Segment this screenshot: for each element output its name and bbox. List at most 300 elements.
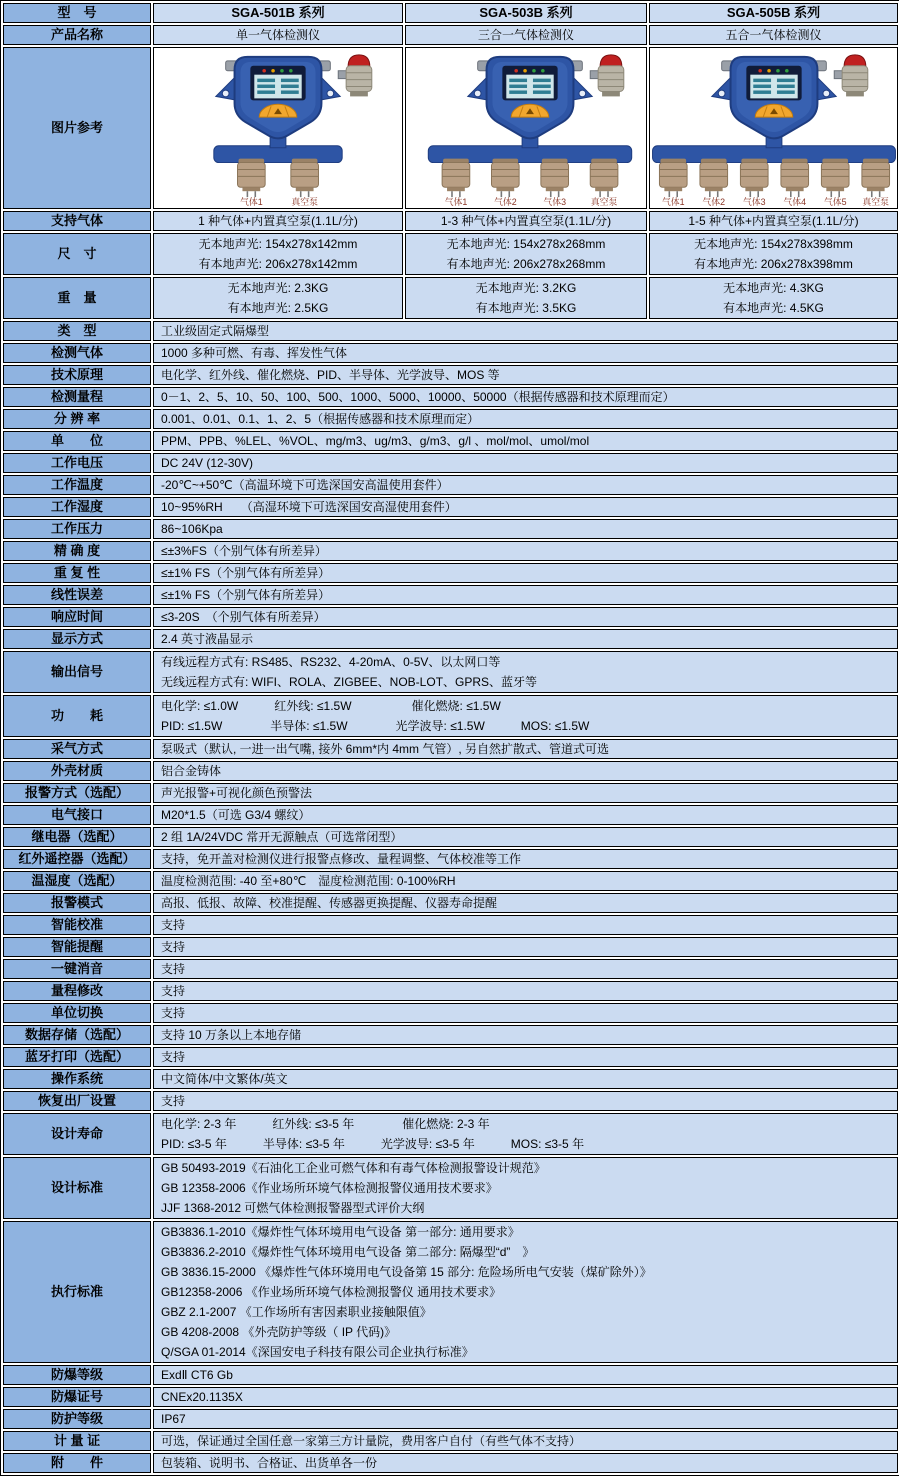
spec-row xyxy=(3,1091,898,1111)
product-name-3 xyxy=(649,25,898,45)
alarm-beacon-icon xyxy=(338,55,372,96)
spec-label-text: 产品名称 xyxy=(50,27,103,42)
model-value-text: 无本地声光: 154x278x268mm xyxy=(446,237,606,251)
sensor-caption: 气体2 xyxy=(702,197,726,207)
spec-row xyxy=(3,871,898,891)
spec-label xyxy=(3,585,151,605)
spec-row xyxy=(3,1387,898,1407)
spec-value-text: 支持 10 万条以上本地存储 xyxy=(161,1028,302,1042)
spec-row xyxy=(3,585,898,605)
sensor-caption: 气体1 xyxy=(444,197,468,207)
spec-row xyxy=(3,475,898,495)
spec-value xyxy=(153,739,898,759)
spec-value xyxy=(153,981,898,1001)
spec-value-text: M20*1.5（可选 G3/4 螺纹） xyxy=(161,808,311,822)
spec-row xyxy=(3,365,898,385)
spec-row xyxy=(3,805,898,825)
spec-label-text: 采气方式 xyxy=(50,741,103,756)
spec-row xyxy=(3,321,898,341)
model-value-text: 有本地声光: 206x278x398mm xyxy=(694,257,853,271)
sensor-caption: 真空泵 xyxy=(291,197,318,207)
spec-row xyxy=(3,915,898,935)
spec-value-text: 泵吸式（默认, 一进一出气嘴, 接外 6mm*内 4mm 气管）, 另自然扩散式、管道式可选 xyxy=(161,742,610,756)
spec-label-text: 型 号 xyxy=(57,5,97,20)
spec-label-text: 重 量 xyxy=(57,290,97,305)
spec-label xyxy=(3,519,151,539)
spec-value-text: PID: ≤3-5 年 半导体: ≤3-5 年 光学波导: ≤3-5 年 MOS: ≤3-5 年 xyxy=(161,1137,585,1151)
spec-label xyxy=(3,497,151,517)
spec-label-text: 重 复 性 xyxy=(53,565,101,580)
spec-label xyxy=(3,893,151,913)
product-name-2 xyxy=(405,25,647,45)
spec-label xyxy=(3,541,151,561)
spec-label-text: 防爆证号 xyxy=(50,1389,103,1404)
sensor-cylinder-icon xyxy=(659,159,687,207)
spec-value xyxy=(153,607,898,627)
spec-value-text: GB 4208-2008 《外壳防护等级（ IP 代码)》 xyxy=(161,1325,397,1339)
detector-body-icon xyxy=(235,57,322,138)
spec-value xyxy=(153,1157,898,1219)
spec-value xyxy=(153,1047,898,1067)
spec-value xyxy=(153,827,898,847)
spec-label xyxy=(3,1431,151,1451)
spec-value xyxy=(153,849,898,869)
model-name-text: SGA-505B 系列 xyxy=(726,5,821,20)
spec-row xyxy=(3,827,898,847)
manifold-bar xyxy=(214,146,342,163)
spec-label-text: 单位切换 xyxy=(50,1005,103,1020)
spec-label xyxy=(3,937,151,957)
alarm-beacon-icon xyxy=(834,55,868,96)
spec-value xyxy=(153,629,898,649)
spec-value-text: 2.4 英寸液晶显示 xyxy=(161,632,254,646)
spec-label-text: 设计标准 xyxy=(50,1180,103,1195)
spec-value xyxy=(153,651,898,693)
spec-value-text: JJF 1368-2012 可燃气体检测报警器型式评价大纲 xyxy=(161,1201,425,1215)
spec-row xyxy=(3,1069,898,1089)
spec-value-text: GBZ 2.1-2007 《工作场所有害因素职业接触限值》 xyxy=(161,1305,432,1319)
spec-label xyxy=(3,1025,151,1045)
spec-label-text: 显示方式 xyxy=(50,631,103,646)
spec-value-text: -20℃~+50℃（高温环境下可选深国安高温使用套件） xyxy=(161,478,449,492)
spec-value xyxy=(153,1003,898,1023)
spec-row xyxy=(3,1453,898,1473)
sensor-caption: 气体3 xyxy=(742,197,766,207)
spec-label-text: 一键消音 xyxy=(50,961,103,976)
sensor-caption: 真空泵 xyxy=(862,197,890,207)
spec-value-text: CNEx20.1135X xyxy=(161,1390,243,1404)
spec-row xyxy=(3,981,898,1001)
spec-value-text: 可选，保证通过全国任意一家第三方计量院，费用客户自付（有些气体不支持） xyxy=(161,1434,582,1448)
spec-value xyxy=(153,1387,898,1407)
model-value-text: 无本地声光: 4.3KG xyxy=(723,281,824,295)
sensor-cylinder-icon xyxy=(862,159,890,207)
gas-detector-illustration xyxy=(406,49,647,207)
model-value-text: 无本地声光: 154x278x142mm xyxy=(198,237,358,251)
spec-value xyxy=(153,409,898,429)
spec-value xyxy=(153,761,898,781)
spec-row xyxy=(3,409,898,429)
spec-label-text: 红外遥控器（选配） xyxy=(18,851,136,866)
spec-value-text: 包装箱、说明书、合格证、出货单各一份 xyxy=(161,1456,378,1470)
spec-value-text: 电化学: ≤1.0W 红外线: ≤1.5W 催化燃烧: ≤1.5W xyxy=(161,699,501,713)
spec-value-text: 支持，免开盖对检测仪进行报警点修改、量程调整、气体校准等工作 xyxy=(161,852,522,866)
model-value-text: 有本地声光: 4.5KG xyxy=(723,301,824,315)
model-value-3 xyxy=(649,277,898,319)
sensor-cylinder-icon xyxy=(781,159,809,207)
spec-row xyxy=(3,1025,898,1045)
spec-label-text: 数据存储（选配） xyxy=(24,1027,129,1042)
spec-value-text: 声光报警+可视化颜色预警法 xyxy=(161,786,313,800)
spec-value xyxy=(153,1113,898,1155)
spec-value xyxy=(153,585,898,605)
spec-value xyxy=(153,1431,898,1451)
spec-label-text: 技术原理 xyxy=(50,367,103,382)
spec-label-text: 计 量 证 xyxy=(53,1433,101,1448)
spec-label-text: 设计寿命 xyxy=(50,1126,103,1141)
sensor-cylinder-icon xyxy=(541,159,569,207)
spec-row xyxy=(3,387,898,407)
spec-label xyxy=(3,1221,151,1363)
spec-value xyxy=(153,695,898,737)
spec-row xyxy=(3,959,898,979)
gas-detector-illustration xyxy=(154,49,402,207)
spec-value xyxy=(153,365,898,385)
spec-label xyxy=(3,981,151,1001)
spec-value xyxy=(153,453,898,473)
spec-value xyxy=(153,497,898,517)
spec-value xyxy=(153,871,898,891)
spec-label-product xyxy=(3,25,151,45)
model-value-text: 有本地声光: 206x278x268mm xyxy=(446,257,606,271)
model-value-text: 无本地声光: 2.3KG xyxy=(227,281,329,295)
model-value-3 xyxy=(649,233,898,275)
spec-label xyxy=(3,211,151,231)
spec-label xyxy=(3,321,151,341)
model-value-2 xyxy=(405,211,647,231)
spec-value-text: 温度检测范围: -40 至+80℃ 湿度检测范围: 0-100%RH xyxy=(161,874,456,888)
spec-label-text: 工作湿度 xyxy=(50,499,103,514)
spec-value xyxy=(153,1365,898,1385)
spec-label-text: 分 辨 率 xyxy=(53,411,101,426)
spec-value xyxy=(153,387,898,407)
spec-table-body xyxy=(3,3,898,1473)
sensor-caption: 气体1 xyxy=(239,197,263,207)
spec-value xyxy=(153,893,898,913)
spec-value-text: Q/SGA 01-2014《深国安电子科技有限公司企业执行标准》 xyxy=(161,1345,474,1359)
model-value-1 xyxy=(153,211,403,231)
spec-label-text: 图片参考 xyxy=(50,120,103,135)
spec-row xyxy=(3,1157,898,1219)
spec-row xyxy=(3,1003,898,1023)
spec-label-text: 外壳材质 xyxy=(50,763,103,778)
alarm-beacon-icon xyxy=(590,55,624,96)
model-name-2 xyxy=(405,3,647,23)
spec-value-text: ≤±3%FS（个别气体有所差异） xyxy=(161,544,327,558)
spec-value xyxy=(153,1221,898,1363)
spec-value-text: 支持 xyxy=(161,1006,186,1020)
spec-value-text: ≤3-20S （个别气体有所差异） xyxy=(161,610,326,624)
spec-value xyxy=(153,783,898,803)
spec-label xyxy=(3,431,151,451)
spec-row xyxy=(3,1431,898,1451)
spec-label xyxy=(3,959,151,979)
spec-value xyxy=(153,541,898,561)
per-model-row xyxy=(3,233,898,275)
spec-row xyxy=(3,1047,898,1067)
manifold-bar xyxy=(653,146,896,163)
spec-value xyxy=(153,519,898,539)
spec-value-text: 1000 多种可燃、有毒、挥发性气体 xyxy=(161,346,348,360)
spec-label-text: 智能校准 xyxy=(50,917,103,932)
spec-row xyxy=(3,1365,898,1385)
spec-label xyxy=(3,1091,151,1111)
spec-value-text: ≤±1% FS（个别气体有所差异） xyxy=(161,588,331,602)
spec-value-text: DC 24V (12-30V) xyxy=(161,456,254,470)
spec-value xyxy=(153,1453,898,1473)
spec-label xyxy=(3,1113,151,1155)
spec-label-text: 精 确 度 xyxy=(53,543,101,558)
spec-row xyxy=(3,607,898,627)
spec-value xyxy=(153,563,898,583)
model-name-1 xyxy=(153,3,403,23)
sensor-cylinder-icon xyxy=(590,159,618,207)
spec-value-text: GB12358-2006 《作业场所环境气体检测报警仪 通用技术要求》 xyxy=(161,1285,502,1299)
spec-value-text: IP67 xyxy=(161,1412,186,1426)
spec-label xyxy=(3,915,151,935)
spec-label xyxy=(3,453,151,473)
spec-value xyxy=(153,431,898,451)
spec-row xyxy=(3,1221,898,1363)
sensor-caption: 气体4 xyxy=(783,197,807,207)
spec-value xyxy=(153,1091,898,1111)
spec-label-text: 单 位 xyxy=(50,433,103,448)
model-value-2 xyxy=(405,277,647,319)
spec-label-text: 操作系统 xyxy=(50,1071,103,1086)
spec-label-text: 输出信号 xyxy=(50,664,103,679)
spec-value-text: 工业级固定式隔爆型 xyxy=(161,324,270,338)
sensor-cylinder-icon xyxy=(238,159,266,207)
spec-row xyxy=(3,893,898,913)
model-value-text: 1 种气体+内置真空泵(1.1L/分) xyxy=(198,214,358,228)
spec-label-text: 工作温度 xyxy=(50,477,103,492)
product-image-row xyxy=(3,47,898,209)
spec-label-text: 报警模式 xyxy=(50,895,103,910)
sensor-caption: 气体3 xyxy=(543,197,567,207)
model-value-text: 1-3 种气体+内置真空泵(1.1L/分) xyxy=(440,214,612,228)
spec-value-text: 支持 xyxy=(161,940,186,954)
spec-label-text: 量程修改 xyxy=(50,983,103,998)
spec-row xyxy=(3,1409,898,1429)
model-value-1 xyxy=(153,233,403,275)
spec-label xyxy=(3,1157,151,1219)
spec-value-text: 有线远程方式有: RS485、RS232、4-20mA、0-5V、以太网口等 xyxy=(161,655,501,669)
spec-row xyxy=(3,453,898,473)
spec-label-text: 防护等级 xyxy=(50,1411,103,1426)
spec-row xyxy=(3,651,898,693)
spec-value-text: 无线远程方式有: WIFI、ROLA、ZIGBEE、NOB-LOT、GPRS、蓝牙等 xyxy=(161,675,538,689)
spec-value-text: 0－1、2、5、10、50、100、500、1000、5000、10000、50000（根据传感器和技术原理而定） xyxy=(161,390,675,404)
spec-label-model xyxy=(3,3,151,23)
spec-value-text: GB 50493-2019《石油化工企业可燃气体和有毒气体检测报警设计规范》 xyxy=(161,1161,546,1175)
model-value-text: 有本地声光: 3.5KG xyxy=(475,301,577,315)
spec-row xyxy=(3,343,898,363)
spec-label-text: 尺 寸 xyxy=(57,246,97,261)
spec-row xyxy=(3,695,898,737)
spec-row xyxy=(3,739,898,759)
spec-value xyxy=(153,1409,898,1429)
spec-value-text: GB 12358-2006《作业场所环境气体检测报警仪通用技术要求》 xyxy=(161,1181,498,1195)
spec-label xyxy=(3,1069,151,1089)
spec-label xyxy=(3,365,151,385)
spec-row xyxy=(3,937,898,957)
spec-row xyxy=(3,629,898,649)
spec-value-text: 支持 xyxy=(161,962,186,976)
spec-label-text: 检测量程 xyxy=(50,389,103,404)
spec-row xyxy=(3,541,898,561)
spec-label-text: 线性误差 xyxy=(50,587,103,602)
spec-label xyxy=(3,849,151,869)
spec-value-text: 铝合金铸体 xyxy=(161,764,222,778)
spec-value-text: 86~106Kpa xyxy=(161,522,223,536)
spec-label-text: 电气接口 xyxy=(50,807,103,822)
spec-label-text: 继电器（选配） xyxy=(31,829,123,844)
detector-body-icon xyxy=(487,57,574,138)
model-name-3 xyxy=(649,3,898,23)
sensor-cylinder-icon xyxy=(491,159,519,207)
spec-row xyxy=(3,497,898,517)
model-value-text: 有本地声光: 206x278x142mm xyxy=(198,257,358,271)
sensor-cylinder-icon xyxy=(442,159,470,207)
spec-label xyxy=(3,761,151,781)
spec-row xyxy=(3,431,898,451)
spec-value-text: 0.001、0.01、0.1、1、2、5（根据传感器和技术原理而定） xyxy=(161,412,480,426)
spec-value-text: PID: ≤1.5W 半导体: ≤1.5W 光学波导: ≤1.5W MOS: ≤1.5W xyxy=(161,719,590,733)
sensor-caption: 真空泵 xyxy=(590,197,618,207)
spec-label xyxy=(3,783,151,803)
spec-label xyxy=(3,277,151,319)
sensor-cylinder-icon xyxy=(291,159,319,207)
spec-value-text: GB3836.2-2010《爆炸性气体环境用电气设备 第二部分: 隔爆型“d” 》 xyxy=(161,1245,535,1259)
spec-label xyxy=(3,1003,151,1023)
spec-value xyxy=(153,1025,898,1045)
spec-value-text: 支持 xyxy=(161,1094,186,1108)
per-model-row xyxy=(3,211,898,231)
spec-label-text: 防爆等级 xyxy=(50,1367,103,1382)
spec-value xyxy=(153,959,898,979)
spec-value xyxy=(153,1069,898,1089)
spec-label-text: 工作压力 xyxy=(50,521,103,536)
sensor-caption: 气体5 xyxy=(823,197,847,207)
per-model-row xyxy=(3,277,898,319)
spec-label xyxy=(3,233,151,275)
product-name-1 xyxy=(153,25,403,45)
spec-row xyxy=(3,761,898,781)
spec-label xyxy=(3,343,151,363)
spec-value-text: 10~95%RH （高湿环境下可选深国安高湿使用套件） xyxy=(161,500,457,514)
spec-row xyxy=(3,563,898,583)
sensor-cylinder-icon xyxy=(740,159,768,207)
spec-label xyxy=(3,1453,151,1473)
model-value-3 xyxy=(649,211,898,231)
spec-value xyxy=(153,343,898,363)
spec-label xyxy=(3,387,151,407)
spec-label-text: 工作电压 xyxy=(50,455,103,470)
spec-value-text: GB 3836.15-2000 《爆炸性气体环境用电气设备第 15 部分: 危险场所电气安装（煤矿除外）》 xyxy=(161,1265,652,1279)
gas-detector-illustration xyxy=(650,49,898,207)
spec-label xyxy=(3,607,151,627)
spec-value xyxy=(153,937,898,957)
spec-label-text: 执行标准 xyxy=(50,1284,103,1299)
spec-value xyxy=(153,475,898,495)
product-name-row xyxy=(3,25,898,45)
spec-label-image xyxy=(3,47,151,209)
spec-label xyxy=(3,475,151,495)
spec-label xyxy=(3,651,151,693)
spec-label-text: 类 型 xyxy=(57,323,97,338)
spec-label xyxy=(3,563,151,583)
spec-label xyxy=(3,409,151,429)
spec-label xyxy=(3,805,151,825)
spec-label xyxy=(3,629,151,649)
spec-label-text: 功 耗 xyxy=(50,708,103,723)
sensor-caption: 气体2 xyxy=(493,197,517,207)
product-name-text: 三合一气体检测仪 xyxy=(477,28,574,42)
spec-value xyxy=(153,321,898,341)
spec-label-text: 检测气体 xyxy=(50,345,103,360)
spec-row xyxy=(3,849,898,869)
product-image-2 xyxy=(405,47,647,209)
spec-value-text: ExdⅡ CT6 Gb xyxy=(161,1368,233,1382)
model-name-text: SGA-501B 系列 xyxy=(231,5,325,20)
product-image-1 xyxy=(153,47,403,209)
spec-label xyxy=(3,1365,151,1385)
spec-label-text: 恢复出厂设置 xyxy=(37,1093,116,1108)
model-value-text: 有本地声光: 2.5KG xyxy=(227,301,329,315)
spec-value-text: 电化学: 2-3 年 红外线: ≤3-5 年 催化燃烧: 2-3 年 xyxy=(161,1117,490,1131)
spec-label-text: 温湿度（选配） xyxy=(31,873,123,888)
spec-row xyxy=(3,783,898,803)
spec-row xyxy=(3,1113,898,1155)
model-value-text: 1-5 种气体+内置真空泵(1.1L/分) xyxy=(688,214,859,228)
spec-value-text: 支持 xyxy=(161,918,186,932)
spec-label xyxy=(3,739,151,759)
spec-label-text: 蓝牙打印（选配） xyxy=(24,1049,129,1064)
spec-label-text: 报警方式（选配） xyxy=(24,785,129,800)
spec-value xyxy=(153,915,898,935)
spec-label-text: 附 件 xyxy=(50,1455,103,1470)
detector-body-icon xyxy=(731,57,818,138)
spec-value-text: 高报、低报、故障、校准提醒、传感器更换提醒、仪器寿命提醒 xyxy=(161,896,498,910)
spec-value-text: PPM、PPB、%LEL、%VOL、mg/m3、ug/m3、g/m3、g/l 、mol/mol、umol/mol xyxy=(161,434,590,448)
product-name-text: 单一气体检测仪 xyxy=(235,28,320,42)
sensor-cylinder-icon xyxy=(700,159,728,207)
spec-value-text: 支持 xyxy=(161,984,186,998)
product-name-text: 五合一气体检测仪 xyxy=(725,28,822,42)
product-image-3 xyxy=(649,47,898,209)
spec-label-text: 智能提醒 xyxy=(50,939,103,954)
spec-row xyxy=(3,519,898,539)
model-value-text: 无本地声光: 3.2KG xyxy=(475,281,577,295)
spec-label xyxy=(3,1387,151,1407)
model-value-text: 无本地声光: 154x278x398mm xyxy=(694,237,853,251)
model-header-row xyxy=(3,3,898,23)
sensor-cylinder-icon xyxy=(821,159,849,207)
spec-label xyxy=(3,695,151,737)
model-value-1 xyxy=(153,277,403,319)
spec-value-text: GB3836.1-2010《爆炸性气体环境用电气设备 第一部分: 通用要求》 xyxy=(161,1225,520,1239)
spec-value xyxy=(153,805,898,825)
